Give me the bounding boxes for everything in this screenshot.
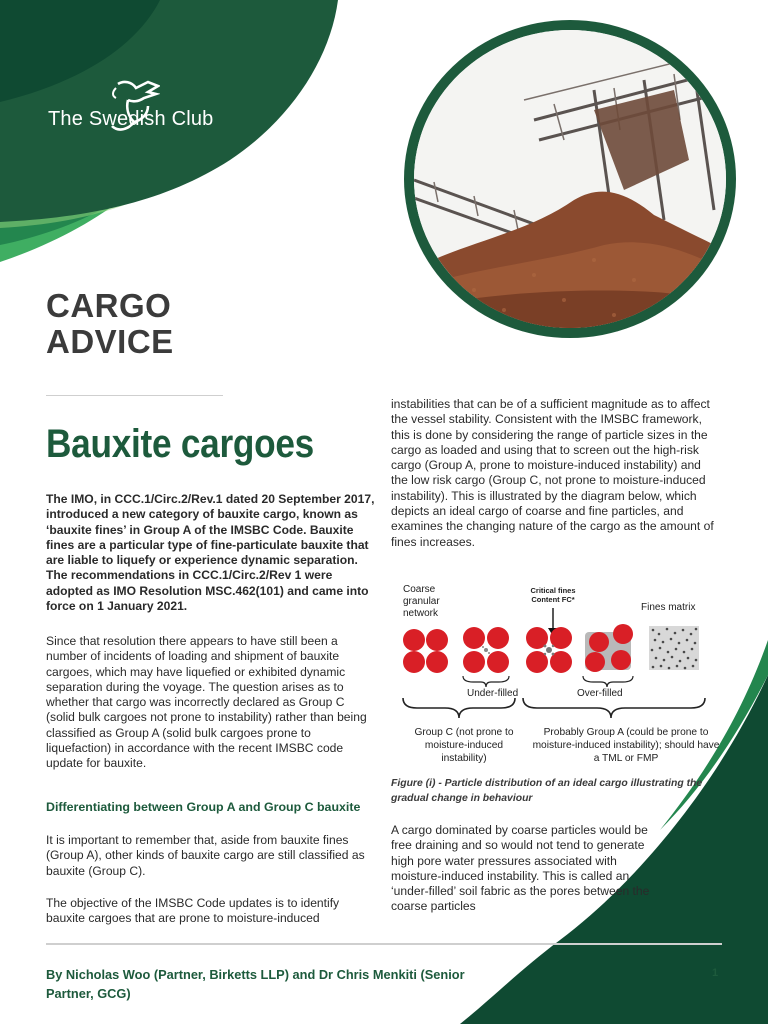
body-paragraph: instabilities that can be of a sufficient magnitude as to affect the vessel stability. Consistent with the IMSBC framework, this is done by considering the range of particle sizes in the cargo as loaded and using that to screen out the high-risk cargo (Group A, prone to moisture-induced instability) and the low risk cargo (Group C, not prone to moisture-induced instability). This is illustrated by the diagram below, which depicts an ideal cargo of coarse and fine particles, and examines the changing nature of the cargo as the amount of fines increases.: [391, 397, 714, 549]
section-subheading: Differentiating between Group A and Group C bauxite: [46, 800, 361, 814]
kicker-line-2: ADVICE: [46, 323, 174, 360]
label-critical-fines: Critical fines Content FC*: [530, 586, 576, 604]
divider: [46, 395, 223, 396]
cargo-photo-frame: [404, 20, 736, 338]
label-fines-matrix: Fines matrix: [641, 602, 696, 613]
label-coarse-network: Coarse granular network: [403, 584, 440, 619]
author-byline: By Nicholas Woo (Partner, Birketts LLP) and Dr Chris Menkiti (Senior Partner, GCG): [46, 967, 465, 1001]
particle-distribution-figure: [397, 580, 727, 770]
label-over-filled: Over-filled: [577, 688, 623, 699]
footer-divider: [46, 943, 722, 945]
label-group-c: Group C (not prone to moisture-induced instability): [414, 727, 514, 764]
label-under-filled: Under-filled: [467, 688, 519, 699]
body-paragraph: A cargo dominated by coarse particles would be free draining and so would not tend to generate high pore water pressures associated with moisture-induced instability. This is called an ‘under-filled’ soil fabric as the pores between the coarse particles: [391, 823, 650, 914]
brand-name: The Swedish Club: [48, 108, 214, 130]
cargo-advice-kicker: [46, 288, 174, 360]
page-title: Bauxite cargoes: [46, 422, 314, 466]
kicker-line-1: CARGO: [46, 287, 172, 324]
body-paragraph: It is important to remember that, aside from bauxite fines (Group A), other kinds of bauxite cargo are still classified as bauxite (Group C).: [46, 833, 365, 878]
label-group-a: Probably Group A (could be prone to moisture-induced instability); should have a TML or FMP: [532, 727, 720, 764]
body-paragraph: The objective of the IMSBC Code updates is to identify bauxite cargoes that are prone to moisture-induced: [46, 896, 340, 926]
lead-paragraph: The IMO, in CCC.1/Circ.2/Rev.1 dated 20 September 2017, introduced a new category of bauxite cargo, known as ‘bauxite fines’ in Group A of the IMSBC Code. Bauxite fines are a particular type of fine-particulate bauxite that are liable to liquefy or experience dynamic separation. The recommendations in CCC.1/Circ.2/Rev 1 were adopted as IMO Resolution MSC.462(101) and came into force on 1 January 2021.: [46, 492, 375, 614]
body-paragraph: Since that resolution there appears to have still been a number of incidents of loading and shipment of bauxite cargoes, which may have liquefied or exhibited dynamic separation during the voyage. The question arises as to whether that cargo was incorrectly declared as Group C (solid bulk cargoes not prone to instability) rather than being classified as Group A (solid bulk cargoes prone to liquefaction) in accordance with the recent IMSBC code update for bauxite.: [46, 634, 367, 771]
bauxite-conveyor-photo: [414, 30, 726, 328]
figure-caption: Figure (i) - Particle distribution of an ideal cargo illustrating the gradual change in behaviour: [391, 778, 703, 804]
page-number: 1: [712, 967, 719, 979]
